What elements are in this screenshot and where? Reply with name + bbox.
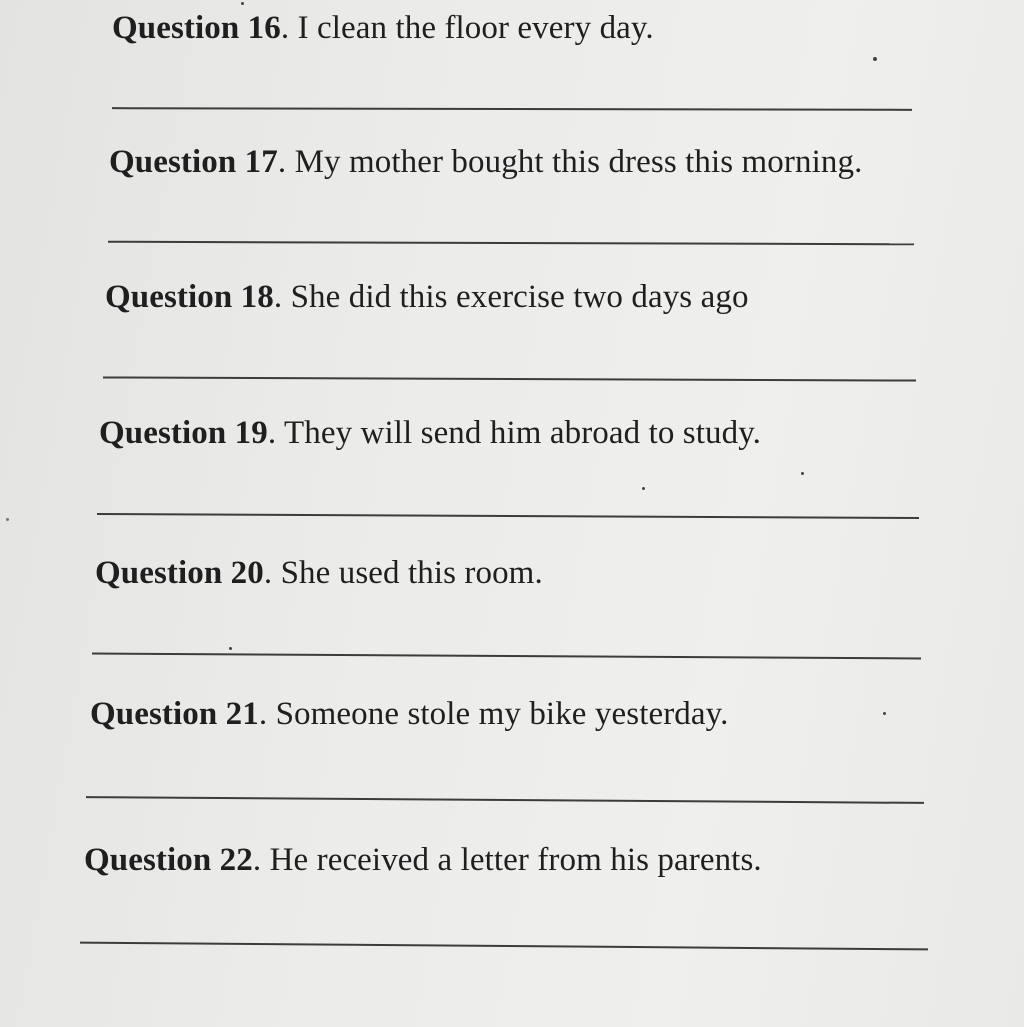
question-17-label: Question 17 — [109, 144, 278, 180]
question-22-text: . He received a letter from his parents. — [252, 842, 762, 878]
answer-line-22[interactable] — [80, 942, 928, 951]
answer-line-17[interactable] — [108, 241, 914, 246]
question-16-text: . I clean the floor every day. — [280, 10, 654, 46]
paper-speck — [241, 2, 244, 5]
paper-speck — [6, 518, 9, 521]
question-16-label: Question 16 — [112, 10, 281, 46]
paper-speck — [229, 647, 232, 650]
question-16 — [112, 8, 654, 48]
question-19-text: . They will send him abroad to study. — [267, 415, 762, 451]
paper-speck — [642, 487, 645, 490]
answer-line-21[interactable] — [86, 796, 924, 804]
question-20-label: Question 20 — [95, 555, 264, 591]
answer-line-19[interactable] — [97, 513, 919, 519]
question-21 — [90, 694, 728, 734]
question-17-text: . My mother bought this dress this morning. — [277, 144, 863, 180]
question-18-text: . She did this exercise two days ago — [273, 279, 749, 315]
question-19-label: Question 19 — [99, 415, 268, 451]
answer-line-18[interactable] — [103, 376, 916, 381]
question-22 — [84, 840, 762, 880]
question-18 — [105, 277, 749, 317]
question-18-label: Question 18 — [105, 279, 274, 315]
question-19 — [99, 413, 761, 453]
paper-speck — [883, 712, 886, 715]
paper-speck — [801, 472, 804, 475]
paper-speck — [873, 57, 877, 61]
answer-line-16[interactable] — [112, 107, 912, 111]
question-21-label: Question 21 — [90, 696, 259, 732]
question-20-text: . She used this room. — [263, 555, 543, 591]
question-20 — [95, 553, 543, 593]
answer-line-20[interactable] — [92, 653, 921, 660]
question-21-text: . Someone stole my bike yesterday. — [258, 696, 729, 732]
question-22-label: Question 22 — [84, 842, 253, 878]
question-17 — [109, 142, 862, 182]
